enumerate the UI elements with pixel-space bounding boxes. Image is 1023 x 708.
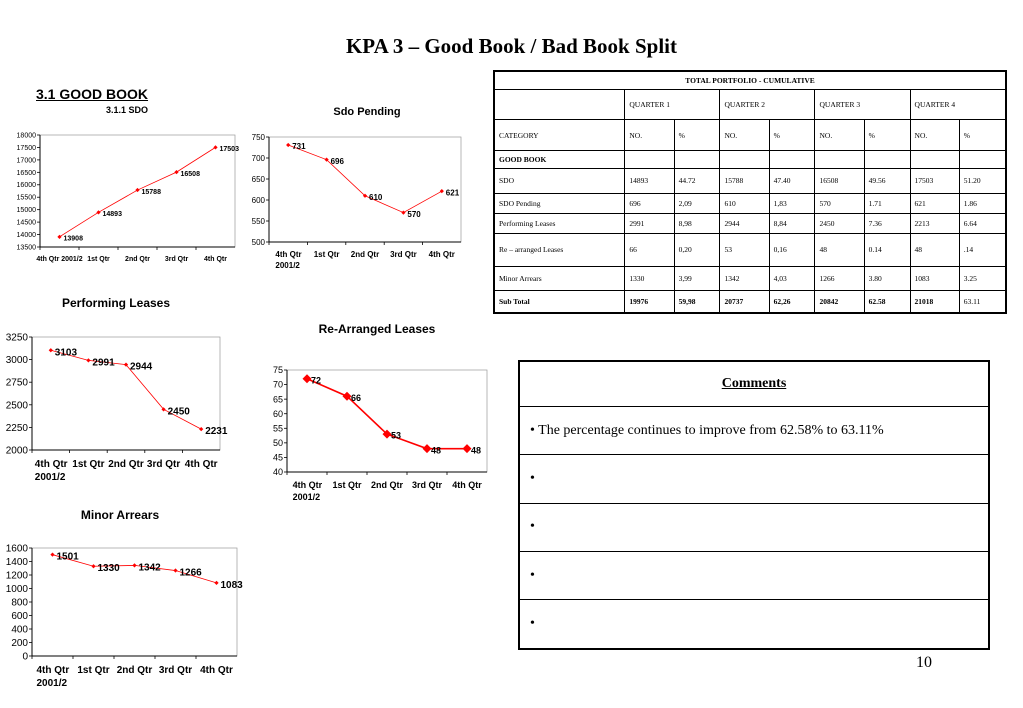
y-tick-label: 45 (272, 452, 283, 463)
data-label: 2991 (92, 357, 115, 369)
row-label: Minor Arrears (494, 266, 625, 290)
table-title: TOTAL PORTFOLIO - CUMULATIVE (494, 71, 1006, 89)
comments-box (518, 360, 990, 650)
y-tick-label: 1600 (5, 543, 28, 555)
sdo-chart (0, 100, 245, 275)
comment-item: • (519, 455, 989, 503)
re-arranged-leases-chart (265, 318, 495, 518)
quarter-header: QUARTER 3 (815, 89, 910, 120)
chart-title: Performing Leases (61, 296, 171, 310)
data-label: 15788 (141, 188, 161, 196)
data-label: 72 (311, 375, 322, 386)
x-tick-label: 4th Qtr (200, 665, 233, 676)
table-cell: 48 (815, 234, 864, 267)
data-point (49, 348, 53, 352)
empty-cell (910, 150, 959, 168)
empty-cell (959, 150, 1006, 168)
comments-heading: Comments (519, 361, 989, 407)
comment-item: • (519, 551, 989, 599)
data-point (286, 143, 290, 147)
y-tick-label: 17500 (16, 144, 36, 152)
y-tick-label: 550 (251, 216, 265, 226)
y-tick-label: 1400 (5, 557, 28, 568)
table-cell: 2450 (815, 213, 864, 233)
page-title: KPA 3 – Good Book / Bad Book Split (345, 34, 678, 58)
x-tick-label: 4th Qtr 2001/2 (275, 250, 302, 270)
sdo-pending-chart (245, 100, 470, 280)
data-label: 13908 (63, 235, 83, 243)
category-header: CATEGORY (494, 120, 625, 151)
empty-cell (674, 150, 720, 168)
empty-cell (769, 150, 815, 168)
empty-cell (864, 150, 910, 168)
data-point (440, 189, 444, 193)
table-cell: 3,99 (674, 266, 720, 290)
data-label: 16508 (180, 170, 200, 178)
data-point (96, 210, 100, 214)
table-cell: 59,98 (674, 291, 720, 313)
table-cell: 621 (910, 193, 959, 213)
y-tick-label: 13500 (16, 244, 36, 252)
page-number: 10 (916, 654, 932, 671)
table-cell: 6.64 (959, 213, 1006, 233)
table-cell: 2213 (910, 213, 959, 233)
data-label: 2944 (130, 361, 153, 373)
data-label: 48 (471, 445, 482, 456)
table-cell: 20842 (815, 291, 864, 313)
row-label: Re – arranged Leases (494, 234, 625, 267)
comment-item: • (519, 503, 989, 551)
table-cell: 4,03 (769, 266, 815, 290)
x-tick-label: 1st Qtr (77, 665, 110, 676)
x-tick-label: 2nd Qtr (125, 256, 150, 263)
table-row (494, 291, 1006, 313)
empty-cell (625, 150, 674, 168)
x-tick-label: 2nd Qtr (370, 480, 404, 490)
data-label: 621 (445, 188, 460, 198)
x-tick-label: 2nd Qtr (116, 665, 153, 676)
comment-item: • (519, 600, 989, 649)
y-tick-label: 70 (272, 379, 283, 390)
quarter-header: QUARTER 2 (720, 89, 815, 120)
y-tick-label: 17000 (16, 157, 36, 165)
data-label: 696 (330, 156, 344, 166)
y-tick-label: 650 (251, 174, 265, 184)
performing-leases-chart (0, 292, 240, 494)
comment-item: • The percentage continues to improve from 62.58% to 63.11% (519, 407, 989, 455)
y-tick-label: 3000 (5, 355, 28, 367)
table-cell: 49.56 (864, 169, 910, 193)
data-label: 1501 (56, 551, 79, 563)
table-cell: 0,20 (674, 234, 720, 267)
table-row (494, 213, 1006, 233)
table-cell: 66 (625, 234, 674, 267)
x-tick-label: 3rd Qtr (411, 480, 443, 490)
data-label: 66 (351, 392, 362, 403)
x-tick-label: 3rd Qtr (164, 256, 189, 263)
quarter-header: QUARTER 1 (625, 89, 720, 120)
chart-title: 3.1.1 SDO (105, 105, 149, 115)
y-tick-label: 800 (11, 597, 28, 609)
y-tick-label: 14000 (16, 232, 36, 240)
y-tick-label: 55 (272, 423, 283, 434)
table-cell: 610 (720, 193, 769, 213)
data-point (50, 553, 54, 557)
column-header: NO. (720, 120, 769, 151)
y-tick-label: 0 (22, 651, 28, 663)
table-cell: 20737 (720, 291, 769, 313)
table-cell: 2944 (720, 213, 769, 233)
table-cell: 0.14 (864, 234, 910, 267)
y-tick-label: 1000 (5, 584, 28, 595)
y-tick-label: 40 (272, 467, 283, 478)
table-cell: 1,83 (769, 193, 815, 213)
x-tick-label: 2nd Qtr (108, 459, 144, 470)
y-tick-label: 600 (251, 195, 265, 205)
table-cell: 48 (910, 234, 959, 267)
y-tick-label: 15500 (16, 194, 36, 202)
column-header: % (864, 120, 910, 151)
table-row (494, 234, 1006, 267)
table-cell: 1.86 (959, 193, 1006, 213)
y-tick-label: 65 (272, 394, 283, 405)
data-label: 3103 (54, 347, 78, 359)
section-heading: 3.1 GOOD BOOK (36, 86, 149, 102)
data-point (199, 427, 203, 431)
table-cell: 570 (815, 193, 864, 213)
portfolio-table (493, 70, 1007, 314)
table-cell: 51.20 (959, 169, 1006, 193)
plot-area (269, 137, 461, 242)
empty-cell (815, 150, 864, 168)
data-point (401, 210, 405, 214)
y-tick-label: 3250 (5, 332, 28, 344)
row-label: Sub Total (494, 291, 625, 313)
table-body (494, 169, 1006, 313)
x-tick-label: 3rd Qtr (158, 665, 193, 676)
y-tick-label: 2500 (5, 400, 28, 412)
y-tick-label: 2750 (5, 377, 28, 389)
table-cell: 1342 (720, 266, 769, 290)
data-label: 1266 (179, 567, 202, 579)
y-tick-label: 18000 (16, 132, 36, 140)
table-cell: 63.11 (959, 291, 1006, 313)
row-label: Performing Leases (494, 213, 625, 233)
column-header: % (769, 120, 815, 151)
x-tick-label: 1st Qtr (332, 480, 362, 490)
table-cell: 3.25 (959, 266, 1006, 290)
table-cell: 0,16 (769, 234, 815, 267)
table-cell: 1.71 (864, 193, 910, 213)
data-point (173, 568, 177, 572)
chart-title: Minor Arrears (80, 508, 160, 522)
data-label: 1342 (138, 562, 161, 574)
y-tick-label: 60 (272, 408, 283, 419)
data-label: 14893 (102, 211, 122, 219)
table-row (494, 193, 1006, 213)
table-cell: 15788 (720, 169, 769, 193)
data-label: 48 (431, 445, 442, 456)
table-cell: 2991 (625, 213, 674, 233)
data-label: 2231 (205, 426, 228, 438)
x-tick-label: 4th Qtr (428, 250, 455, 259)
series-line (288, 145, 442, 213)
x-tick-label: 4th Qtr (204, 256, 227, 263)
table-cell: 7.36 (864, 213, 910, 233)
table-cell: 3.80 (864, 266, 910, 290)
y-tick-label: 14500 (16, 219, 36, 227)
column-header: NO. (625, 120, 674, 151)
data-point (214, 581, 218, 585)
data-label: 1330 (97, 563, 120, 575)
table-cell: 14893 (625, 169, 674, 193)
column-header: NO. (910, 120, 959, 151)
y-tick-label: 2000 (5, 445, 28, 457)
data-point (91, 564, 95, 568)
y-tick-label: 75 (272, 365, 283, 376)
minor-arrears-chart (0, 505, 245, 705)
row-label: SDO (494, 169, 625, 193)
x-tick-label: 2nd Qtr (350, 250, 380, 259)
table-cell: 1330 (625, 266, 674, 290)
chart-title: Sdo Pending (333, 106, 401, 118)
y-tick-label: 15000 (16, 207, 36, 215)
table-cell: 19976 (625, 291, 674, 313)
x-tick-label: 4th Qtr 2001/2 (34, 459, 68, 483)
table-cell: 21018 (910, 291, 959, 313)
table-cell: 1083 (910, 266, 959, 290)
data-label: 1083 (220, 579, 243, 591)
y-tick-label: 700 (251, 153, 265, 163)
table-cell: 16508 (815, 169, 864, 193)
x-tick-label: 3rd Qtr (146, 459, 181, 470)
table-corner-cell (494, 89, 625, 120)
x-tick-label: 4th Qtr 2001/2 (292, 480, 323, 502)
x-tick-label: 1st Qtr (313, 250, 340, 259)
data-point (57, 235, 61, 239)
data-label: 570 (407, 209, 421, 219)
y-tick-label: 400 (11, 624, 28, 636)
x-tick-label: 4th Qtr 2001/2 (36, 665, 70, 689)
row-label: SDO Pending (494, 193, 625, 213)
table-cell: 696 (625, 193, 674, 213)
data-label: 17503 (219, 146, 239, 154)
data-point (132, 563, 136, 567)
x-tick-label: 3rd Qtr (390, 250, 417, 259)
table-cell: 62,26 (769, 291, 815, 313)
table-cell: 8,84 (769, 213, 815, 233)
group-label: GOOD BOOK (494, 150, 625, 168)
table-cell: .14 (959, 234, 1006, 267)
x-tick-label: 4th Qtr (184, 459, 218, 470)
x-tick-label: 1st Qtr (72, 459, 105, 470)
chart-title: Re-Arranged Leases (318, 322, 436, 336)
data-point (174, 170, 178, 174)
table-cell: 62.58 (864, 291, 910, 313)
table-cell: 2,09 (674, 193, 720, 213)
data-label: 53 (391, 430, 402, 441)
x-tick-label: 4th Qtr 2001/2 (36, 256, 83, 263)
data-label: 610 (369, 193, 383, 202)
y-tick-label: 500 (251, 237, 265, 247)
column-header: % (959, 120, 1006, 151)
table-row (494, 266, 1006, 290)
y-tick-label: 50 (272, 438, 283, 449)
y-tick-label: 200 (11, 638, 28, 649)
table-cell: 1266 (815, 266, 864, 290)
y-tick-label: 750 (251, 132, 265, 142)
y-tick-label: 16500 (16, 169, 36, 177)
column-header: NO. (815, 120, 864, 151)
x-tick-label: 4th Qtr (452, 480, 482, 490)
column-header: % (674, 120, 720, 151)
data-label: 2450 (167, 406, 190, 418)
table-cell: 17503 (910, 169, 959, 193)
table-cell: 8,98 (674, 213, 720, 233)
quarter-header: QUARTER 4 (910, 89, 1006, 120)
x-tick-label: 1st Qtr (87, 256, 110, 263)
data-point (213, 145, 217, 149)
y-tick-label: 16000 (16, 182, 36, 190)
table-cell: 44.72 (674, 169, 720, 193)
data-label: 731 (292, 142, 306, 152)
data-point (135, 188, 139, 192)
data-point (86, 358, 90, 362)
table-cell: 47.40 (769, 169, 815, 193)
empty-cell (720, 150, 769, 168)
y-tick-label: 2250 (5, 422, 28, 434)
table-cell: 53 (720, 234, 769, 267)
table-row (494, 169, 1006, 193)
y-tick-label: 600 (11, 611, 28, 622)
y-tick-label: 1200 (5, 570, 28, 582)
